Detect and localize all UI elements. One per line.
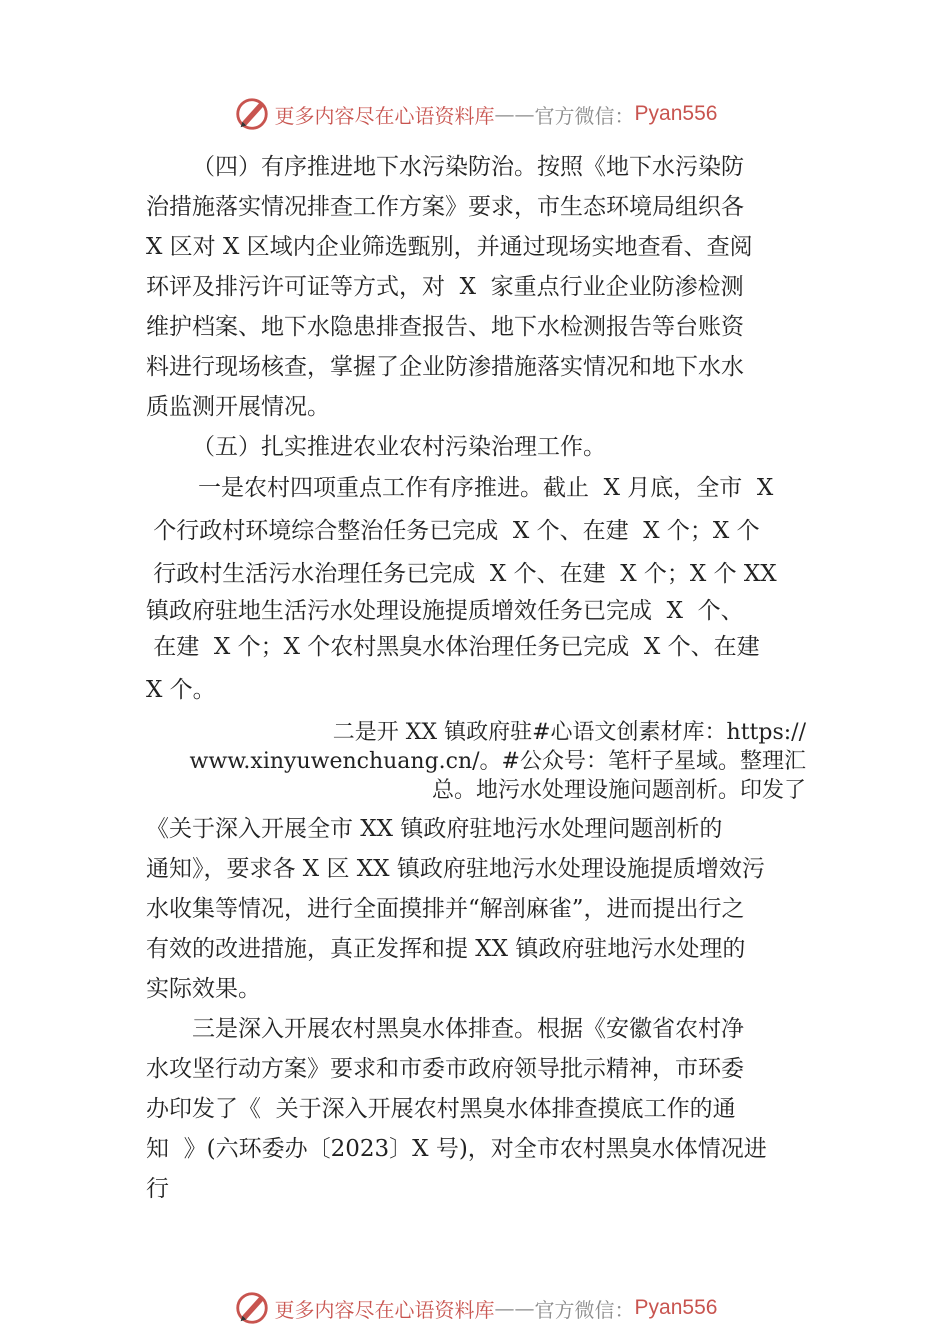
text-line: 水收集等情况，进行全面摸排并“解剖麻雀”，进而提出行之 xyxy=(146,896,745,922)
text-line: 通知》，要求各 X 区 XX 镇政府驻地污水处理设施提质增效污 xyxy=(146,856,765,882)
text-line: 在建 X 个；X 个农村黑臭水体治理任务已完成 X 个、在建 xyxy=(146,634,760,660)
footer-banner xyxy=(0,1288,950,1328)
section-4-paragraph xyxy=(146,147,806,427)
text-line: 三是深入开展农村黑臭水体排查。根据《安徽省农村净 xyxy=(192,1016,744,1042)
text-line: 办印发了《 关于深入开展农村黑臭水体排查摸底工作的通 xyxy=(146,1096,736,1122)
text-line: 知 》(六环委办〔2023〕X 号)，对全市农村黑臭水体情况进 xyxy=(146,1136,767,1162)
text-line: 一是农村四项重点工作有序推进。截止 X 月底，全市 X xyxy=(198,475,774,501)
section-5-heading: （五）扎实推进农业农村污染治理工作。 xyxy=(192,434,606,460)
text-line: 行 xyxy=(146,1176,169,1202)
text-line: 质监测开展情况。 xyxy=(146,394,330,420)
text-line: 料进行现场核查，掌握了企业防渗措施落实情况和地下水水 xyxy=(146,354,744,380)
pen-logo-icon xyxy=(233,95,271,133)
text-line: 有效的改进措施，真正发挥和提 XX 镇政府驻地污水处理的 xyxy=(146,936,746,962)
banner-wechat-id: Pyan556 xyxy=(634,1296,718,1319)
text-line: 二是开 XX 镇政府驻#心语文创素材库：https:// xyxy=(332,720,806,745)
banner-label: 官方微信： xyxy=(534,1297,635,1322)
banner-separator: —— xyxy=(494,102,535,126)
item-1-paragraph xyxy=(146,467,806,712)
pen-logo-icon xyxy=(233,1289,271,1327)
text-line: www.xinyuwenchuang.cn/。#公众号：笔杆子星域。整理汇 xyxy=(189,749,806,774)
text-line: 镇政府驻地生活污水处理设施提质增效任务已完成 X 个、 xyxy=(146,598,744,624)
banner-wechat-id: Pyan556 xyxy=(634,102,718,125)
text-line: X 区对 X 区域内企业筛选甄别，并通过现场实地查看、查阅 xyxy=(146,234,753,260)
item-2-paragraph xyxy=(146,718,806,805)
text-line: X 个。 xyxy=(146,677,216,703)
banner-label: 官方微信： xyxy=(534,103,635,128)
banner-title: 更多内容尽在心语资料库 xyxy=(274,103,495,128)
text-line: 《关于深入开展全市 XX 镇政府驻地污水处理问题剖析的 xyxy=(146,816,723,842)
text-line: 实际效果。 xyxy=(146,976,261,1002)
item-2-continuation xyxy=(146,809,806,1009)
text-line: 水攻坚行动方案》要求和市委市政府领导批示精神，市环委 xyxy=(146,1056,744,1082)
text-line: （四）有序推进地下水污染防治。按照《地下水污染防 xyxy=(192,154,744,180)
header-banner xyxy=(0,94,950,134)
document-body xyxy=(146,147,806,1209)
banner-separator: —— xyxy=(494,1296,535,1320)
text-line: 治措施落实情况排查工作方案》要求，市生态环境局组织各 xyxy=(146,194,744,220)
text-line: 环评及排污许可证等方式，对 X 家重点行业企业防渗检测 xyxy=(146,274,744,300)
item-3-paragraph xyxy=(146,1009,806,1209)
banner-title: 更多内容尽在心语资料库 xyxy=(274,1297,495,1322)
text-line: 维护档案、地下水隐患排查报告、地下水检测报告等台账资 xyxy=(146,314,744,340)
text-line: 个行政村环境综合整治任务已完成 X 个、在建 X 个；X 个 xyxy=(146,518,760,544)
text-line: 总。地污水处理设施问题剖析。印发了 xyxy=(431,778,806,803)
text-line: 行政村生活污水治理任务已完成 X 个、在建 X 个；X 个 XX xyxy=(146,561,777,587)
